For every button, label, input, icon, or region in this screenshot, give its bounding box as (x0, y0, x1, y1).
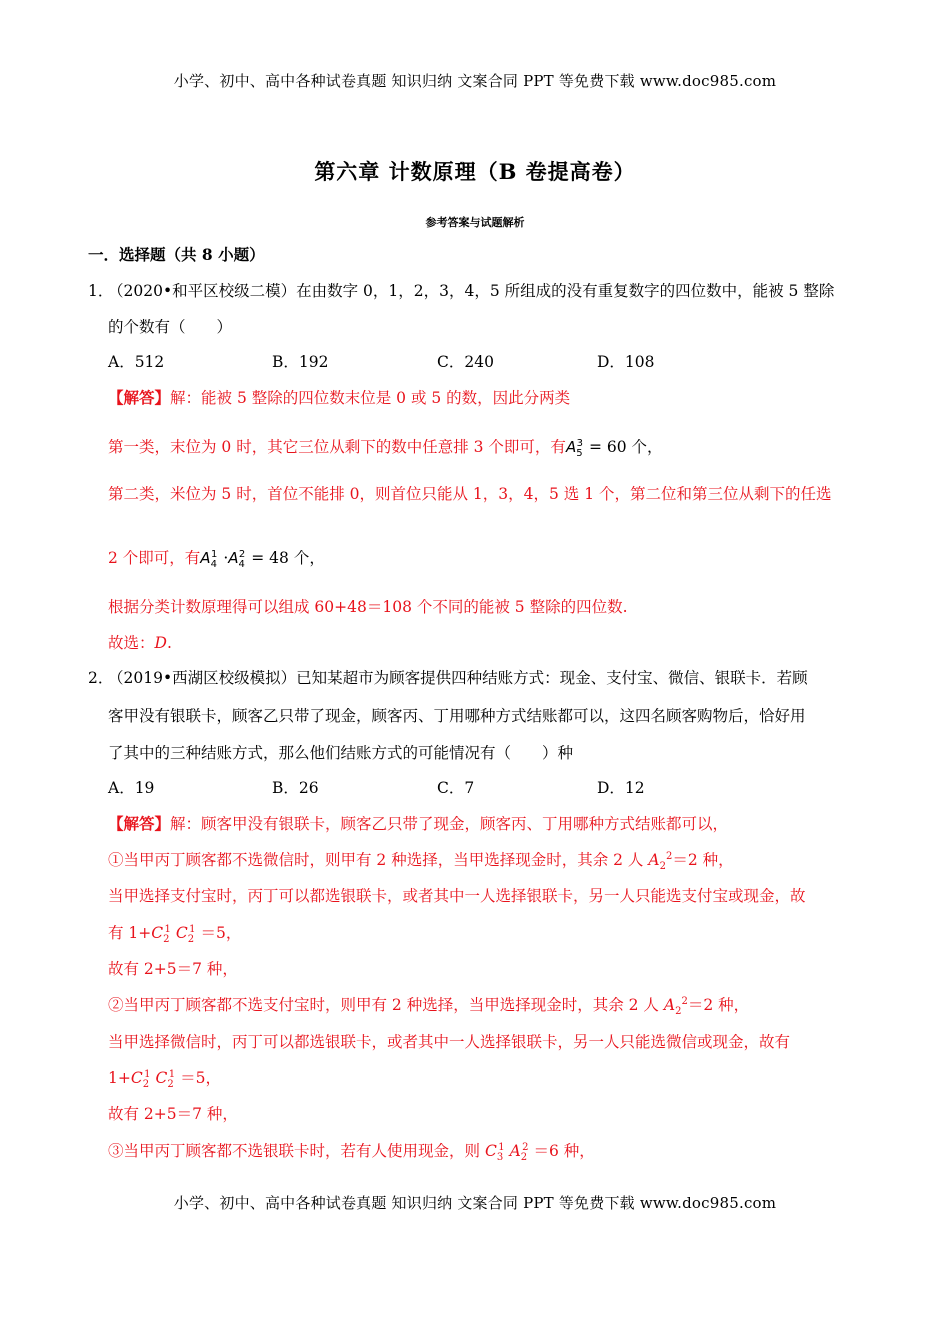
q2-answer-line6: ②当甲丙丁顾客都不选支付宝时，则甲有 2 种选择，当甲选择现金时，其余 2 人 $A_2^2=2$ 种， (108, 995, 750, 1018)
q2-answer-line10: ③当甲丙丁顾客都不选银联卡时，若有人使用现金，则 $C_3^1$ $A_2^2 =6$ 种， (108, 1141, 595, 1164)
q1-answer-text2: 第一类，末位为 0 时，其它三位从剩下的数中任意排 3 个即可，有 (108, 438, 566, 456)
section-heading: 一．选择题（共 8 小题） (88, 245, 265, 264)
q2-answer-tag: 【解答】 (108, 814, 171, 833)
q1-option-a: A．512 (108, 353, 165, 371)
q1-answer-text4-eq: = 48 个， (251, 549, 325, 567)
q2-answer-line1: 【解答】解：顾客甲没有银联卡，顾客乙只带了现金，顾客丙、丁用哪种方式结账都可以， (108, 814, 729, 833)
q1-stem-line1: （2020•和平区校级二模）在由数字 0，1，2，3，4，5 所组成的没有重复数字的四位数中，能被 5 整除 (108, 282, 835, 300)
q1-answer-line5: 根据分类计数原理得可以组成 60+48＝108 个不同的能被 5 整除的四位数. (108, 598, 628, 616)
q2-answer-line4: 有 $1+C_2^1$ $C_2^1 =5$， (108, 923, 242, 946)
q2-stem-line1: （2019•西湖区校级模拟）已知某超市为顾客提供四种结账方式：现金、支付宝、微信、银联卡．若顾 (108, 669, 808, 687)
page-subtitle: 参考答案与试题解析 (425, 216, 525, 229)
q2-answer-line2: ①当甲丙丁顾客都不选微信时，则甲有 2 种选择，当甲选择现金时，其余 2 人 $A_2^2=2$ 种， (108, 850, 734, 873)
q2-answer-line7: 当甲选择微信时，丙丁可以都选银联卡，或者其中一人选择银联卡，另一人只能选微信或现金，故有 (108, 1033, 791, 1051)
q1-option-c: C．240 (437, 353, 494, 371)
q1-perm-a53: $A_5^3$ (565, 438, 583, 459)
q1-answer-line3: 第二类，米位为 5 时，首位不能排 0，则首位只能从 1，3，4，5 选 1 个，第二位和第三位从剩下的任选 (108, 485, 832, 503)
q1-answer-line2 (108, 437, 663, 457)
q1-perm-a42: $A_4^2$ (228, 549, 246, 570)
q2-answer-line3: 当甲选择支付宝时，丙丁可以都选银联卡，或者其中一人选择银联卡，另一人只能选支付宝或现金，故 (108, 887, 806, 905)
q1-answer-line4: 2 个即可，有$A_4^1 \cdot A_4^2 = 48$ 个， (108, 549, 325, 570)
q1-option-b: B．192 (272, 353, 329, 371)
page-footer: 小学、初中、高中各种试卷真题 知识归纳 文案合同 PPT 等免费下载 www.doc985.com (173, 1194, 777, 1212)
q1-answer-tag: 【解答】 (108, 388, 171, 407)
q2-option-b: B．26 (272, 779, 319, 797)
q1-answer-text4: 2 个即可，有 (108, 549, 201, 567)
q2-number: 2． (88, 669, 114, 687)
q2-option-a: A．19 (108, 779, 155, 797)
q1-perm-a41: $A_4^1$ (200, 549, 218, 570)
q2-stem-line2: 客甲没有银联卡，顾客乙只带了现金，顾客丙、丁用哪种方式结账都可以，这四名顾客购物后，恰好用 (108, 707, 806, 725)
q2-answer-line5: 故有 2+5＝7 种， (108, 960, 238, 978)
q2-option-c: C．7 (437, 779, 475, 797)
page-header: 小学、初中、高中各种试卷真题 知识归纳 文案合同 PPT 等免费下载 www.doc985.com (173, 72, 777, 90)
q1-choice-value: D (154, 634, 167, 652)
q2-answer-line9: 故有 2+5＝7 种， (108, 1105, 238, 1123)
page-title: 第六章 计数原理（B 卷提高卷） (314, 159, 636, 184)
q1-option-d: D．108 (597, 353, 655, 371)
q2-option-d: D．12 (597, 779, 645, 797)
q2-stem-line3: 了其中的三种结账方式，那么他们结账方式的可能情况有（ ）种 (108, 744, 574, 762)
q1-answer-line1 (108, 388, 570, 408)
q2-answer-line8: $1+C_2^1$ $C_2^1 =5$， (108, 1068, 221, 1091)
q1-answer-text2-eq: = 60 个， (588, 438, 663, 456)
q1-answer-text1: 解：能被 5 整除的四位数末位是 0 或 5 的数，因此分两类 (170, 389, 571, 407)
q1-number: 1． (88, 282, 114, 300)
q1-choice-label: 故选： (108, 634, 155, 652)
q1-answer-line6: 故选：D. (108, 634, 172, 652)
q1-stem-line2: 的个数有（ ） (108, 318, 233, 336)
